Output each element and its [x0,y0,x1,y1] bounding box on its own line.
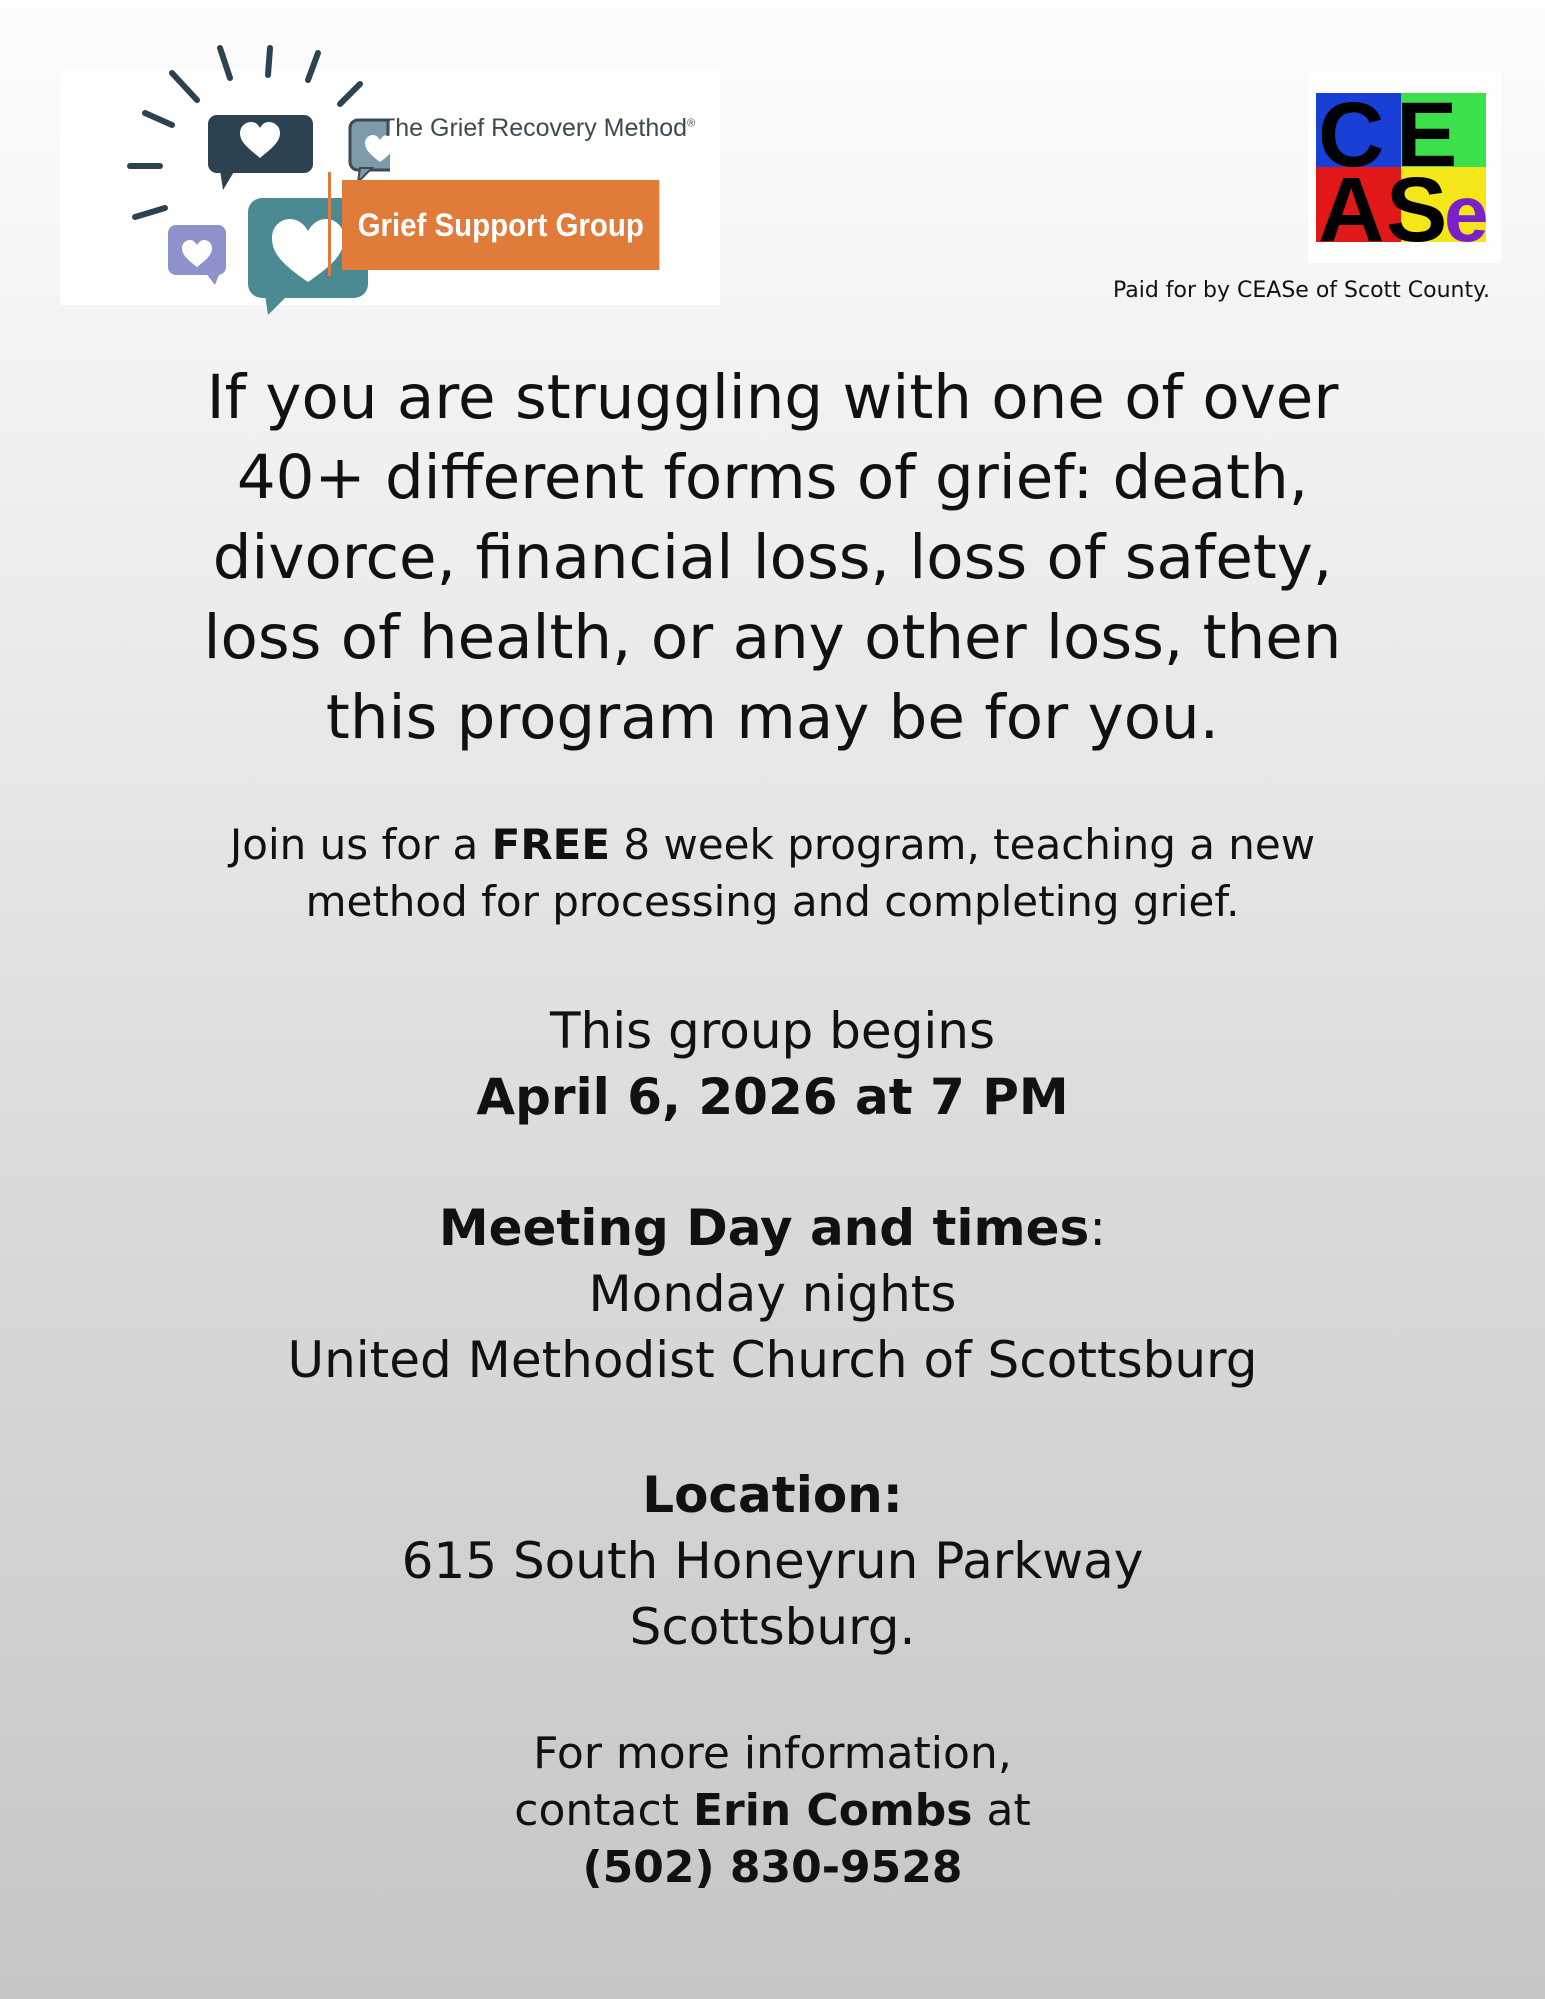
contact-line [0,1782,1545,1839]
ray [220,48,230,78]
start-date: April 6, 2026 at 7 PM [476,1068,1069,1126]
cease-letter-s: S [1386,159,1448,261]
cease-letter-a: A [1318,159,1385,261]
meeting-heading-colon: : [1089,1199,1107,1257]
speech-bubbles-icon [60,20,390,320]
join-suffix: 8 week program, teaching a new method for processing and completing grief. [305,820,1316,926]
logo-divider [328,172,331,276]
navy-heart-bubble-icon [208,115,313,190]
ray [308,53,318,80]
program-description [150,816,1395,930]
grief-support-group-badge: Grief Support Group [342,180,659,270]
meeting-section [0,1195,1545,1393]
program-name-text: The Grief Recovery Method [380,114,688,142]
ray [340,84,360,104]
location-city: Scottsburg. [629,1598,916,1656]
contact-prefix: contact [514,1785,693,1836]
free-emphasis: FREE [491,820,611,869]
contact-phone: (502) 830-9528 [582,1842,963,1893]
sponsor-note: Paid for by CEASe of Scott County. [1112,278,1490,303]
ray [172,73,197,100]
location-street: 615 South Honeyrun Parkway [401,1532,1144,1590]
ray [135,208,165,217]
program-name [380,114,695,143]
contact-section [0,1725,1545,1896]
meeting-venue: United Methodist Church of Scottsburg [287,1331,1258,1389]
join-prefix: Join us for a [229,820,492,869]
start-date-section [0,998,1545,1130]
lavender-heart-bubble-icon [168,225,226,285]
contact-suffix: at [972,1785,1031,1836]
ray [145,113,172,125]
location-heading: Location: [642,1466,903,1524]
cease-letter-c: C [1318,84,1385,186]
meeting-heading-text: Meeting Day and times [438,1199,1090,1257]
cease-letter-e-small: e [1444,169,1489,258]
grief-recovery-logo [60,70,720,305]
contact-name: Erin Combs [692,1785,973,1836]
intro-paragraph: If you are struggling with one of over 40+ different forms of grief: death, divorce, financial loss, loss of safety, loss of health, or any other loss, then this program may be for you. [203,362,1342,753]
contact-intro: For more information, [533,1728,1012,1779]
ray [268,48,270,75]
meeting-day: Monday nights [588,1265,957,1323]
cease-logo [1308,73,1501,263]
location-section [0,1462,1545,1660]
meeting-heading [0,1195,1545,1261]
cease-letter-e: E [1396,84,1458,186]
registered-mark: ® [687,117,696,130]
start-label: This group begins [549,1002,996,1060]
